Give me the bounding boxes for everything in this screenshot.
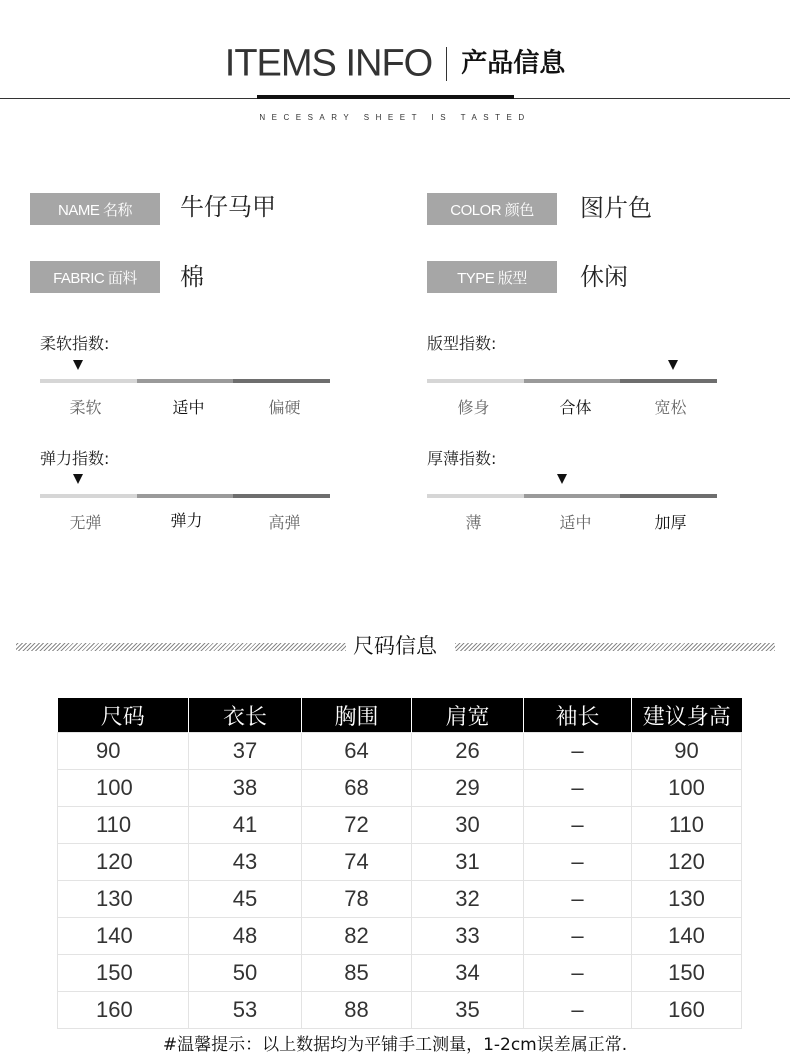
fabric-value: 棉 — [180, 263, 204, 291]
table-cell: 110 — [632, 807, 742, 844]
title-cn: 产品信息 — [461, 48, 566, 79]
table-cell: 85 — [302, 955, 412, 992]
table-cell: 68 — [302, 770, 412, 807]
softness-option: 偏硬 — [268, 398, 301, 417]
table-cell: 120 — [632, 844, 742, 881]
table-cell: 45 — [189, 881, 302, 918]
thickness-bar-segment — [620, 494, 717, 498]
table-cell: 160 — [632, 992, 742, 1029]
table-cell: – — [524, 881, 632, 918]
table-cell: 64 — [302, 733, 412, 770]
type-label: TYPE 版型 — [427, 261, 557, 293]
size-title-rule-left — [16, 643, 346, 651]
thickness-title: 厚薄指数: — [427, 449, 497, 468]
softness-bar-segment — [233, 379, 330, 383]
size-table — [57, 698, 742, 1029]
name-label: NAME 名称 — [30, 193, 160, 225]
column-header: 袖长 — [524, 698, 632, 733]
fit-bar-segment — [524, 379, 620, 383]
thickness-option: 薄 — [465, 513, 482, 532]
fit-bar-segment — [427, 379, 524, 383]
column-header: 肩宽 — [412, 698, 524, 733]
table-cell: 90 — [632, 733, 742, 770]
thickness-pointer — [557, 474, 567, 484]
table-row — [58, 955, 742, 992]
table-cell: 140 — [632, 918, 742, 955]
table-cell: 120 — [58, 844, 189, 881]
table-cell: 41 — [189, 807, 302, 844]
elasticity-pointer — [73, 474, 83, 484]
table-cell: 88 — [302, 992, 412, 1029]
table-row — [58, 807, 742, 844]
table-cell: – — [524, 955, 632, 992]
table-cell: 110 — [58, 807, 189, 844]
color-label: COLOR 颜色 — [427, 193, 557, 225]
fabric-label: FABRIC 面料 — [30, 261, 160, 293]
table-cell: 130 — [632, 881, 742, 918]
table-cell: 38 — [189, 770, 302, 807]
table-cell: 130 — [58, 881, 189, 918]
type-value: 休闲 — [580, 263, 628, 291]
table-cell: 160 — [58, 992, 189, 1029]
fit-option: 修身 — [457, 398, 490, 417]
table-cell: 53 — [189, 992, 302, 1029]
softness-bar-segment — [40, 379, 137, 383]
softness-option: 柔软 — [69, 398, 102, 417]
table-row — [58, 918, 742, 955]
column-header: 建议身高 — [632, 698, 742, 733]
softness-pointer — [73, 360, 83, 370]
table-cell: – — [524, 770, 632, 807]
table-cell: 31 — [412, 844, 524, 881]
title-divider — [446, 47, 447, 81]
table-row — [58, 733, 742, 770]
thickness-option: 加厚 — [654, 513, 687, 532]
fit-bar-segment — [620, 379, 717, 383]
header-accent-bar — [257, 95, 514, 99]
table-cell: 33 — [412, 918, 524, 955]
thickness-option: 适中 — [559, 513, 592, 532]
table-row — [58, 992, 742, 1029]
column-header: 胸围 — [302, 698, 412, 733]
table-cell: 30 — [412, 807, 524, 844]
table-cell: – — [524, 733, 632, 770]
table-cell: 50 — [189, 955, 302, 992]
table-cell: 74 — [302, 844, 412, 881]
elasticity-option: 无弹 — [69, 513, 102, 532]
size-section-title: 尺码信息 — [353, 634, 437, 658]
table-cell: 34 — [412, 955, 524, 992]
header-subtitle: NECESARY SHEET IS TASTED — [259, 113, 531, 122]
elasticity-title: 弹力指数: — [40, 449, 110, 468]
table-cell: 32 — [412, 881, 524, 918]
elasticity-option: 弹力 — [170, 511, 203, 530]
table-row — [58, 844, 742, 881]
table-cell: 150 — [632, 955, 742, 992]
fit-option: 宽松 — [654, 398, 687, 417]
softness-bar-segment — [137, 379, 233, 383]
table-row — [58, 770, 742, 807]
table-cell: 150 — [58, 955, 189, 992]
table-row — [58, 881, 742, 918]
table-cell: – — [524, 918, 632, 955]
thickness-bar-segment — [427, 494, 524, 498]
table-cell: – — [524, 807, 632, 844]
elasticity-bar-segment — [233, 494, 330, 498]
thickness-bar-segment — [524, 494, 620, 498]
measurement-note: #温馨提示：以上数据均为平铺手工测量，1-2cm误差属正常. — [162, 1035, 628, 1055]
table-cell: 72 — [302, 807, 412, 844]
table-cell: 37 — [189, 733, 302, 770]
elasticity-bar-segment — [137, 494, 233, 498]
column-header: 衣长 — [189, 698, 302, 733]
table-cell: 82 — [302, 918, 412, 955]
table-cell: 78 — [302, 881, 412, 918]
size-table-header — [58, 698, 742, 733]
table-cell: 35 — [412, 992, 524, 1029]
table-cell: 140 — [58, 918, 189, 955]
column-header: 尺码 — [58, 698, 189, 733]
size-table-body — [58, 733, 742, 1029]
page-title — [0, 38, 790, 89]
table-cell: 43 — [189, 844, 302, 881]
table-cell: 100 — [58, 770, 189, 807]
fit-title: 版型指数: — [427, 334, 497, 353]
size-title-rule-right — [455, 643, 775, 651]
color-value: 图片色 — [580, 194, 652, 222]
elasticity-bar-segment — [40, 494, 137, 498]
table-cell: – — [524, 844, 632, 881]
table-cell: 48 — [189, 918, 302, 955]
fit-pointer — [668, 360, 678, 370]
softness-title: 柔软指数: — [40, 334, 110, 353]
title-en: ITEMS INFO — [224, 42, 433, 85]
fit-option: 合体 — [559, 398, 592, 417]
table-cell: 26 — [412, 733, 524, 770]
table-cell: 90 — [58, 733, 189, 770]
elasticity-option: 高弹 — [268, 513, 301, 532]
table-cell: – — [524, 992, 632, 1029]
name-value: 牛仔马甲 — [180, 193, 276, 221]
table-cell: 100 — [632, 770, 742, 807]
softness-option: 适中 — [172, 398, 205, 417]
table-cell: 29 — [412, 770, 524, 807]
